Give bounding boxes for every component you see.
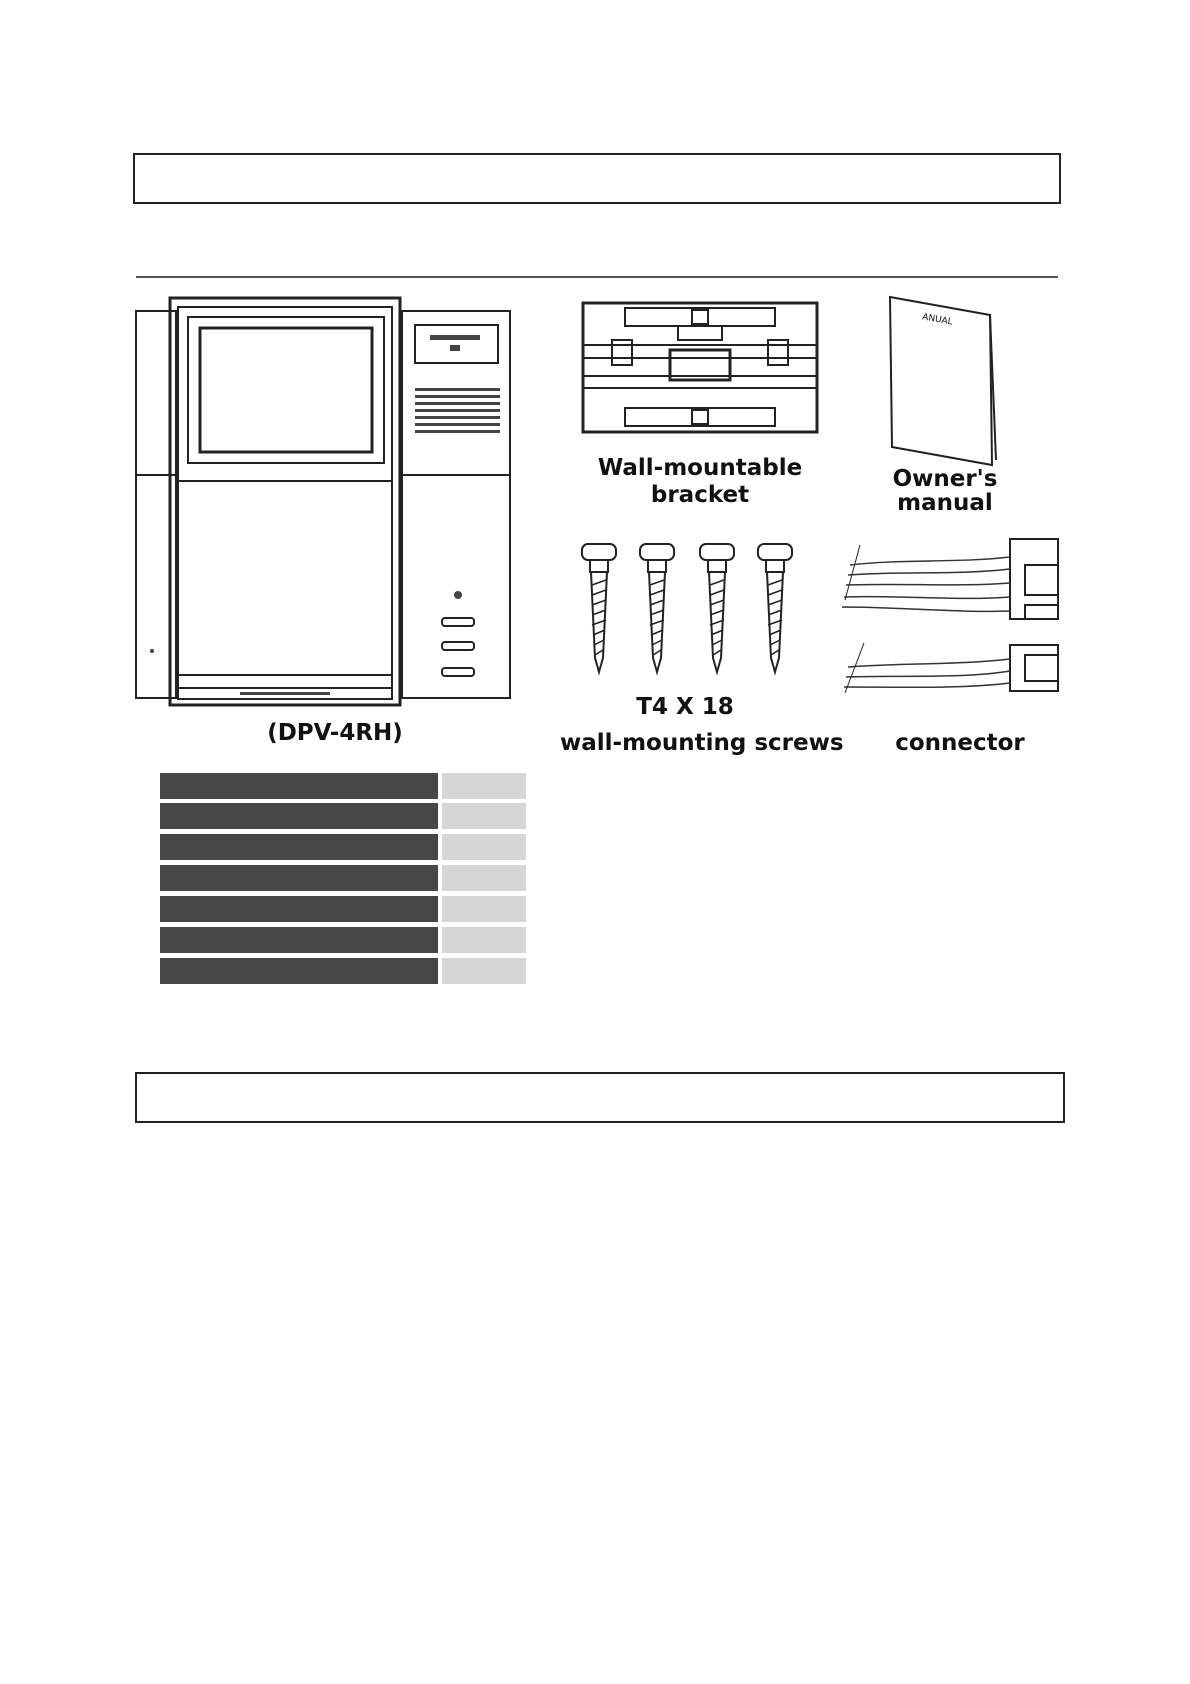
monitor-model-label: (DPV-4RH) — [267, 720, 403, 746]
section-divider — [136, 276, 1058, 278]
table-row-qty — [442, 803, 526, 829]
bracket-label-line2: bracket — [650, 482, 750, 508]
screws-label: wall-mounting screws — [560, 730, 844, 756]
table-row-name — [160, 834, 438, 860]
screws-size-label: T4 X 18 — [636, 694, 734, 720]
table-row-name — [160, 865, 438, 891]
table-row-name — [160, 958, 438, 984]
table-row-name — [160, 773, 438, 799]
section-header-box-top — [133, 153, 1061, 204]
table-row-qty — [442, 927, 526, 953]
screws-illustration — [570, 540, 810, 680]
table-row-name — [160, 896, 438, 922]
manual-label-line2: manual — [897, 490, 993, 516]
manual-cover-text: ANUAL — [921, 312, 954, 328]
connector-illustration — [840, 535, 1060, 695]
table-row-name — [160, 927, 438, 953]
table-row-qty — [442, 896, 526, 922]
bracket-label-line1: Wall-mountable — [597, 455, 803, 481]
table-row-name — [160, 803, 438, 829]
bracket-illustration — [580, 300, 820, 435]
table-row-qty — [442, 958, 526, 984]
table-row-qty — [442, 834, 526, 860]
monitor-illustration — [130, 295, 520, 710]
manual-label-line1: Owner's — [892, 466, 998, 492]
connector-label: connector — [895, 730, 1025, 756]
table-row-qty — [442, 865, 526, 891]
table-row-qty — [442, 773, 526, 799]
section-header-box-bottom — [135, 1072, 1065, 1123]
